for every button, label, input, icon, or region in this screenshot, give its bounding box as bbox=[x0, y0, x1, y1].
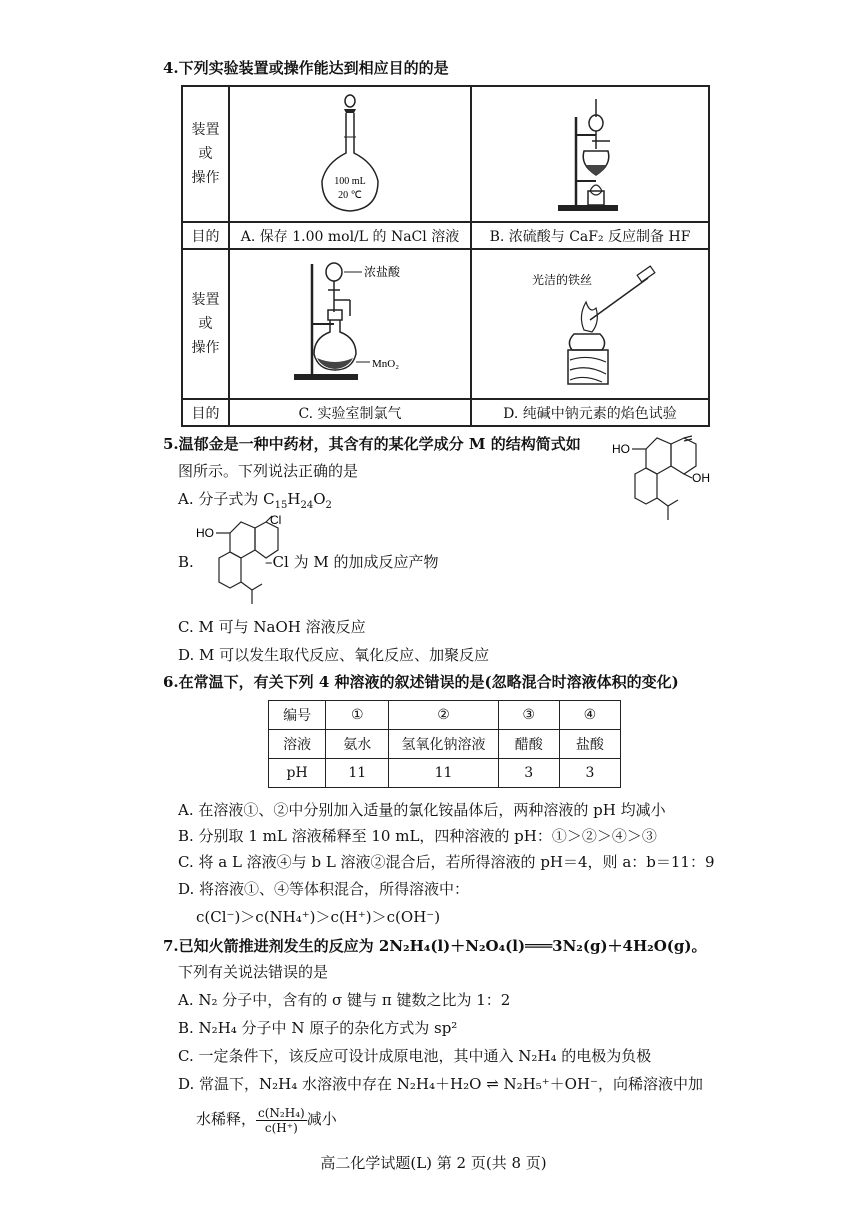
q6-solution-table bbox=[268, 700, 621, 788]
row-label-apparatus-1: 装置 或 操作 bbox=[182, 86, 229, 222]
q5-option-b-label[interactable]: B. bbox=[178, 553, 194, 571]
svg-text:HO: HO bbox=[196, 526, 214, 540]
compound-m-structure bbox=[610, 430, 720, 530]
volumetric-flask-diagram bbox=[230, 87, 470, 217]
q6-option-d[interactable]: D. 将溶液①、④等体积混合，所得溶液中： bbox=[178, 880, 470, 898]
q5-stem-line2: 图所示。下列说法正确的是 bbox=[178, 462, 359, 480]
flask-temp-label: 20 ℃ bbox=[338, 190, 362, 201]
q4-table bbox=[181, 85, 710, 427]
table-row: pH 11 11 3 3 bbox=[269, 759, 621, 788]
option-c[interactable]: C. 实验室制氯气 bbox=[229, 399, 471, 426]
q7-option-b[interactable]: B. N₂H₄ 分子中 N 原子的杂化方式为 sp² bbox=[178, 1019, 458, 1037]
table-row: 编号 ① ② ③ ④ bbox=[269, 701, 621, 730]
page-footer: 高二化学试题(L) 第 2 页(共 8 页) bbox=[320, 1154, 547, 1172]
q4-stem: 4.下列实验装置或操作能达到相应目的的是 bbox=[163, 59, 449, 77]
q6-stem: 6.在常温下，有关下列 4 种溶液的叙述错误的是(忽略混合时溶液体积的变化) bbox=[163, 673, 679, 691]
q7-option-c[interactable]: C. 一定条件下，该反应可设计成原电池，其中通入 N₂H₄ 的电极为负极 bbox=[178, 1047, 652, 1065]
apparatus-c-cell bbox=[229, 249, 471, 399]
svg-text:OH: OH bbox=[692, 471, 710, 485]
row-label-purpose-1: 目的 bbox=[182, 222, 229, 249]
q5-option-c[interactable]: C. M 可与 NaOH 溶液反应 bbox=[178, 618, 366, 636]
flask-volume-label: 100 mL bbox=[334, 176, 366, 187]
q5-stem-line1: 5.温郁金是一种中药材，其含有的某化学成分 M 的结构简式如 bbox=[163, 435, 581, 453]
q5-option-b-cl: –Cl 为 M 的加成反应产物 bbox=[265, 553, 439, 571]
q7-option-a[interactable]: A. N₂ 分子中，含有的 σ 键与 π 键数之比为 1：2 bbox=[178, 991, 511, 1009]
label-iron-wire: 光洁的铁丝 bbox=[532, 273, 593, 287]
q5-option-d[interactable]: D. M 可以发生取代反应、氧化反应、加聚反应 bbox=[178, 646, 490, 664]
q6-option-d-expression: c(Cl⁻)＞c(NH₄⁺)＞c(H⁺)＞c(OH⁻) bbox=[196, 908, 441, 926]
q7-stem-line1: 7.已知火箭推进剂发生的反应为 2N₂H₄(l)＋N₂O₄(l)═══3N₂(g)＋4H₂O(g)。 bbox=[163, 937, 707, 955]
option-a[interactable]: A. 保存 1.00 mol/L 的 NaCl 溶液 bbox=[229, 222, 471, 249]
q7-stem-line2: 下列有关说法错误的是 bbox=[178, 963, 329, 981]
hf-apparatus-diagram bbox=[472, 87, 708, 217]
q5-option-b-text[interactable]: 为 M 的加成反应产物 bbox=[293, 553, 439, 571]
option-b[interactable]: B. 浓硫酸与 CaF₂ 反应制备 HF bbox=[471, 222, 709, 249]
flame-test-diagram bbox=[472, 250, 708, 394]
q5-option-a[interactable]: A. 分子式为 $C_{15}H_{24}O_2$ bbox=[178, 490, 332, 511]
chlorine-apparatus-diagram bbox=[230, 250, 470, 394]
label-mno2: MnO₂ bbox=[372, 358, 400, 370]
table-row: 溶液 氨水 氢氧化钠溶液 醋酸 盐酸 bbox=[269, 730, 621, 759]
dilution-ratio-fraction: $\frac{\text{c(N₂H₄)}}{c(H^+)}$ bbox=[258, 1105, 305, 1135]
q7-option-d-continued: 水稀释， $\frac{\text{c(N₂H₄)}}{c(H^+)}$ 减小 bbox=[196, 1105, 337, 1135]
svg-text:HO: HO bbox=[612, 442, 630, 456]
q6-option-c[interactable]: C. 将 a L 溶液④与 b L 溶液②混合后，若所得溶液的 pH＝4，则 a：b＝11：9 bbox=[178, 853, 715, 871]
label-conc-hcl: 浓盐酸 bbox=[364, 265, 401, 279]
svg-text:Cl: Cl bbox=[270, 513, 282, 527]
row-label-purpose-2: 目的 bbox=[182, 399, 229, 426]
q6-option-a[interactable]: A. 在溶液①、②中分别加入适量的氯化铵晶体后，两种溶液的 pH 均减小 bbox=[178, 801, 666, 819]
apparatus-d-cell bbox=[471, 249, 709, 399]
apparatus-a-cell bbox=[229, 86, 471, 222]
q6-option-b[interactable]: B. 分别取 1 mL 溶液稀释至 10 mL，四种溶液的 pH：①＞②＞④＞③ bbox=[178, 827, 657, 845]
row-label-apparatus-2: 装置 或 操作 bbox=[182, 249, 229, 399]
option-d[interactable]: D. 纯碱中钠元素的焰色试验 bbox=[471, 399, 709, 426]
apparatus-b-cell bbox=[471, 86, 709, 222]
q7-option-d[interactable]: D. 常温下，N₂H₄ 水溶液中存在 N₂H₄＋H₂O ⇌ N₂H₅⁺＋OH⁻，向稀溶液中加 bbox=[178, 1075, 703, 1093]
